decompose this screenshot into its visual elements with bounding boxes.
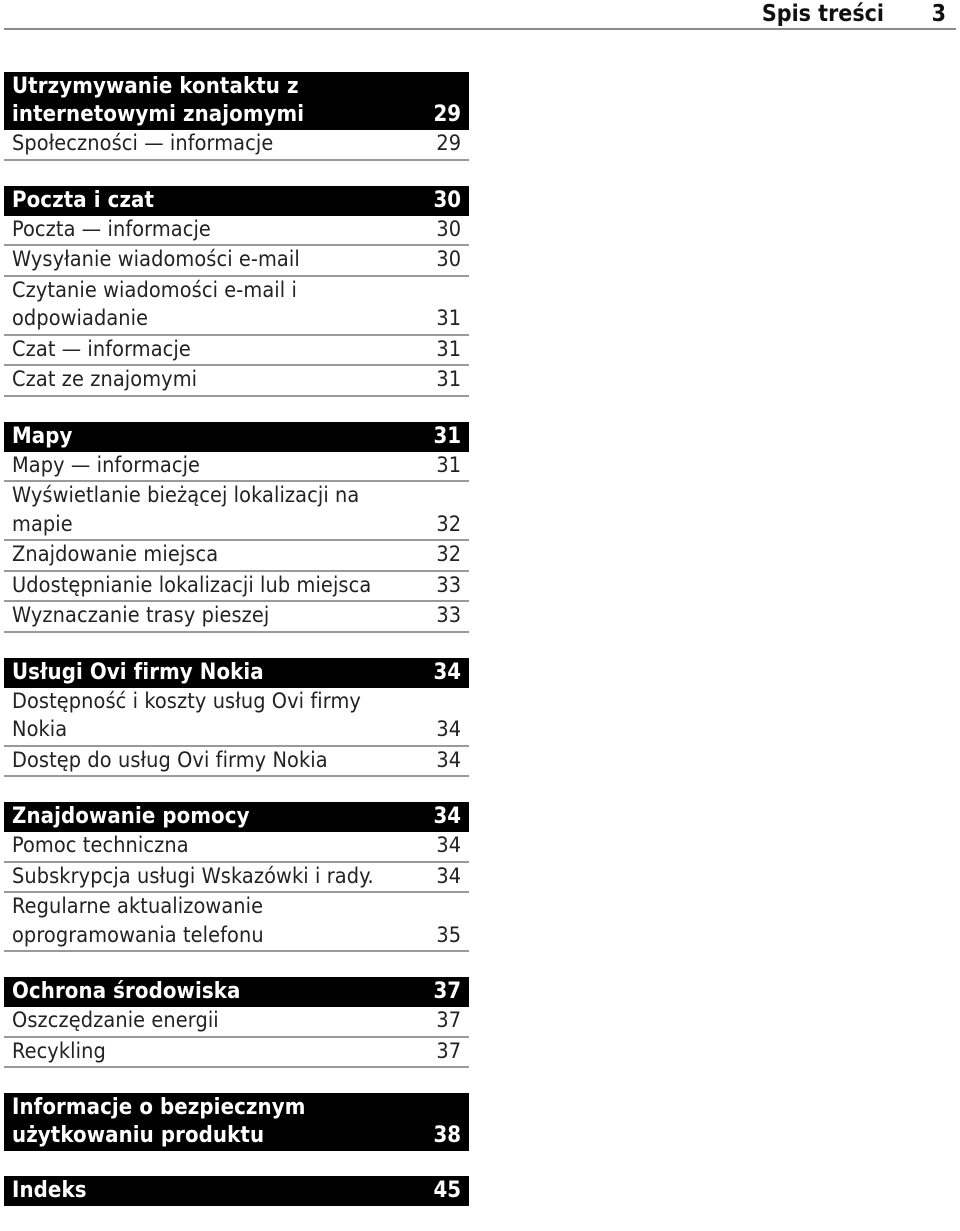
entry-page-number: 33 xyxy=(436,603,461,628)
toc-entry[interactable] xyxy=(4,602,469,633)
section-title-line: internetowymi znajomymi xyxy=(12,102,305,127)
section-page-number: 38 xyxy=(433,1123,461,1148)
toc-entry[interactable] xyxy=(4,246,469,277)
entry-title-line: Regularne aktualizowanie xyxy=(12,894,264,919)
toc-entry[interactable] xyxy=(4,747,469,778)
section-heading[interactable] xyxy=(4,802,469,832)
toc-entry[interactable] xyxy=(4,572,469,603)
toc-entry[interactable] xyxy=(4,277,469,336)
entry-page-number: 29 xyxy=(436,131,461,156)
entry-title-line: Subskrypcja usługi Wskazówki i rady. xyxy=(12,863,374,889)
entry-title-line: Społeczności — informacje xyxy=(12,131,274,156)
toc-section xyxy=(4,802,469,952)
entry-title-line: mapie xyxy=(12,511,73,537)
toc-entry[interactable] xyxy=(4,1038,469,1069)
entry-page-number: 34 xyxy=(436,747,461,773)
toc-section xyxy=(4,422,469,633)
section-title-line: Usługi Ovi firmy Nokia xyxy=(12,659,264,685)
section-page-number: 30 xyxy=(433,187,461,213)
toc-entry[interactable] xyxy=(4,1007,469,1038)
section-page-number: 45 xyxy=(433,1178,461,1203)
entry-page-number: 30 xyxy=(436,247,461,272)
toc-section xyxy=(4,658,469,778)
section-page-number: 34 xyxy=(433,659,461,685)
entry-title-line: Wysyłanie wiadomości e-mail xyxy=(12,247,300,272)
section-title-line: Poczta i czat xyxy=(12,187,155,213)
section-title-line: Informacje o bezpiecznym xyxy=(12,1095,306,1120)
section-title-line: użytkowaniu produktu xyxy=(12,1123,265,1148)
section-title-line: Ochrona środowiska xyxy=(12,979,241,1004)
section-page-number: 31 xyxy=(433,423,461,449)
entry-page-number: 30 xyxy=(436,216,461,242)
entry-title-line: Udostępnianie lokalizacji lub miejsca xyxy=(12,572,372,598)
entry-title-line: Czat ze znajomymi xyxy=(12,367,198,392)
toc-entry[interactable] xyxy=(4,452,469,483)
entry-page-number: 31 xyxy=(436,367,461,392)
entry-title-line: odpowiadanie xyxy=(12,306,149,331)
entry-title-line: Czytanie wiadomości e-mail i xyxy=(12,277,297,303)
table-of-contents xyxy=(4,72,469,1231)
entry-page-number: 31 xyxy=(436,452,461,478)
section-title-line: Indeks xyxy=(12,1178,87,1203)
toc-section xyxy=(4,1176,469,1206)
section-heading[interactable] xyxy=(4,977,469,1007)
entry-page-number: 34 xyxy=(436,863,461,889)
entry-page-number: 37 xyxy=(436,1008,461,1033)
entry-title-line: Oszczędzanie energii xyxy=(12,1008,219,1033)
entry-title-line: Mapy — informacje xyxy=(12,452,201,478)
entry-page-number: 34 xyxy=(436,833,461,858)
section-heading[interactable] xyxy=(4,1176,469,1206)
section-heading[interactable] xyxy=(4,658,469,688)
section-heading[interactable] xyxy=(4,1093,469,1151)
entry-page-number: 32 xyxy=(436,511,461,537)
toc-entry[interactable] xyxy=(4,893,469,952)
entry-title-line: Pomoc techniczna xyxy=(12,833,189,858)
toc-section xyxy=(4,72,469,161)
toc-entry[interactable] xyxy=(4,541,469,572)
section-title-line: Znajdowanie pomocy xyxy=(12,804,250,829)
page-header xyxy=(4,0,956,30)
toc-entry[interactable] xyxy=(4,482,469,541)
section-title-line: Mapy xyxy=(12,423,73,449)
toc-section xyxy=(4,186,469,397)
section-heading[interactable] xyxy=(4,422,469,452)
toc-entry[interactable] xyxy=(4,216,469,247)
entry-title-line: Recykling xyxy=(12,1038,106,1064)
toc-entry[interactable] xyxy=(4,863,469,894)
section-title-line: Utrzymywanie kontaktu z xyxy=(12,74,299,99)
toc-section xyxy=(4,977,469,1068)
section-heading[interactable] xyxy=(4,72,469,130)
entry-title-line: Czat — informacje xyxy=(12,336,191,362)
entry-title-line: Nokia xyxy=(12,717,68,742)
toc-entry[interactable] xyxy=(4,336,469,367)
entry-title-line: Wyświetlanie bieżącej lokalizacji na xyxy=(12,483,360,508)
entry-title-line: Poczta — informacje xyxy=(12,216,211,242)
entry-page-number: 31 xyxy=(436,306,461,331)
section-heading[interactable] xyxy=(4,186,469,216)
entry-page-number: 34 xyxy=(436,717,461,742)
entry-page-number: 31 xyxy=(436,336,461,362)
entry-page-number: 35 xyxy=(436,922,461,948)
entry-title-line: Dostępność i koszty usług Ovi firmy xyxy=(12,688,361,714)
entry-title-line: Dostęp do usług Ovi firmy Nokia xyxy=(12,747,328,773)
entry-page-number: 37 xyxy=(436,1038,461,1064)
entry-title-line: Wyznaczanie trasy pieszej xyxy=(12,603,270,628)
section-page-number: 34 xyxy=(433,804,461,829)
entry-title-line: oprogramowania telefonu xyxy=(12,922,264,948)
toc-section xyxy=(4,1093,469,1151)
section-page-number: 37 xyxy=(433,979,461,1004)
entry-title-line: Znajdowanie miejsca xyxy=(12,542,219,567)
entry-page-number: 32 xyxy=(436,542,461,567)
toc-entry[interactable] xyxy=(4,688,469,747)
toc-entry[interactable] xyxy=(4,130,469,161)
section-page-number: 29 xyxy=(433,102,461,127)
entry-page-number: 33 xyxy=(436,572,461,598)
toc-entry[interactable] xyxy=(4,366,469,397)
page-header-title: Spis treści xyxy=(761,1,884,27)
page-header-number: 3 xyxy=(931,1,946,27)
toc-entry[interactable] xyxy=(4,832,469,863)
